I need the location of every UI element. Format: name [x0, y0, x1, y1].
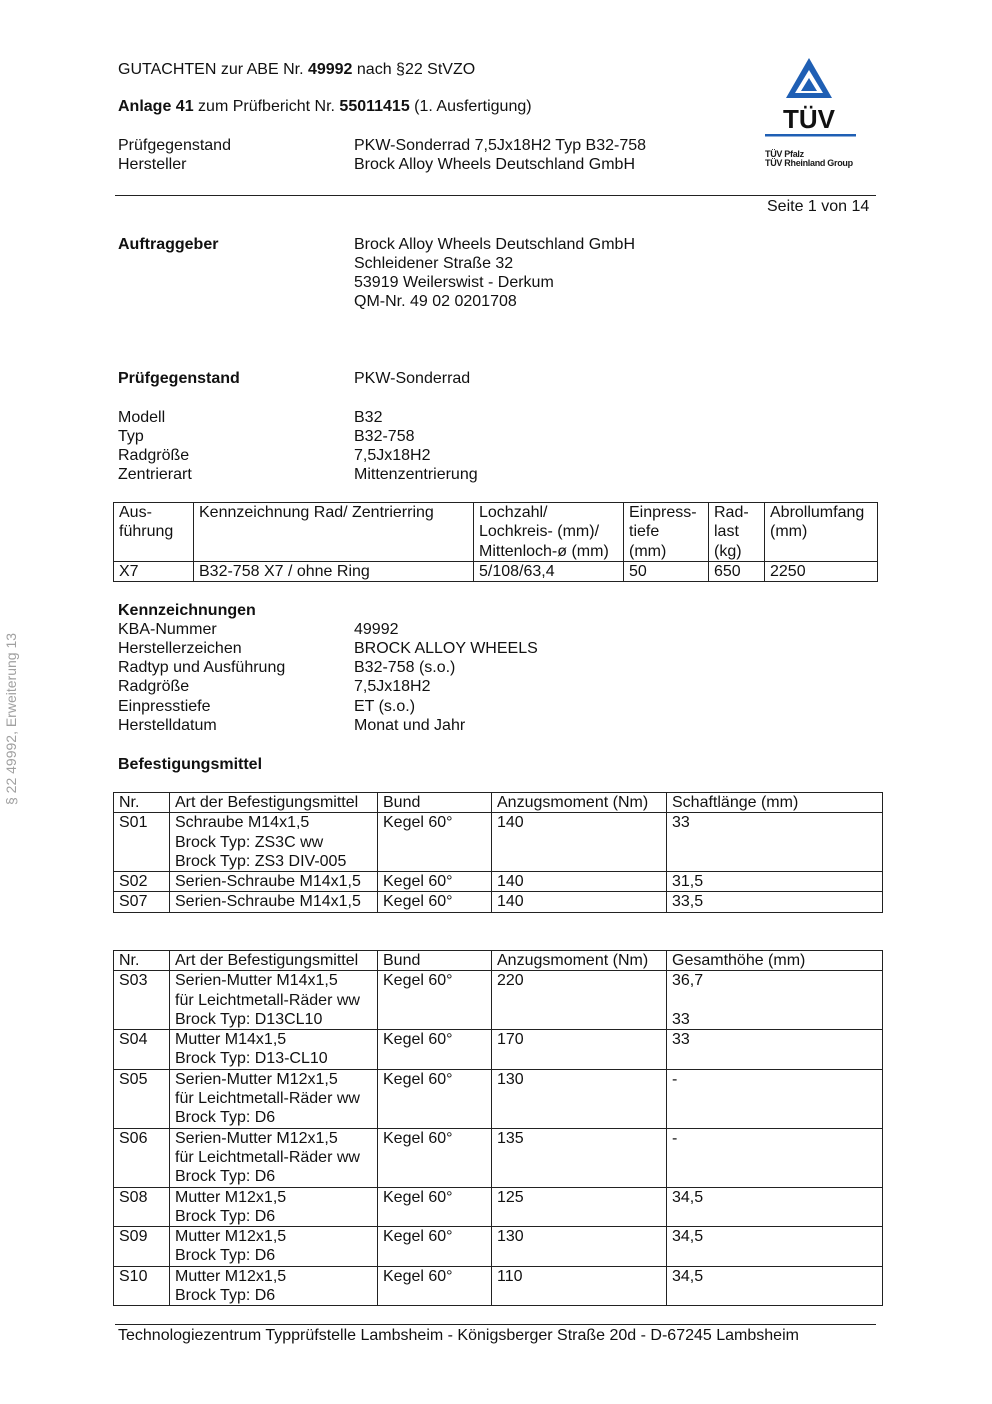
- table-header-row: [114, 951, 883, 971]
- table-cell: Kegel 60°: [378, 1069, 492, 1128]
- table-cell: B32-758 X7 / ohne Ring: [194, 561, 474, 581]
- table-row: [114, 1030, 883, 1070]
- footer-address: Technologiezentrum Typprüfstelle Lambsheim - Königsberger Straße 20d - D-67245 Lambsheim: [118, 1327, 799, 1344]
- table-cell: -: [667, 1069, 883, 1128]
- table-cell: 33,5: [667, 892, 883, 912]
- table-header-cell: Kennzeichnung Rad/ Zentrierring: [194, 503, 474, 562]
- table-cell: S02: [114, 872, 170, 892]
- table-cell: S08: [114, 1187, 170, 1227]
- table-row: [114, 1187, 883, 1227]
- table-header-cell: Aus- führung: [114, 503, 194, 562]
- table-cell: 140: [492, 813, 667, 872]
- field-label: KBA-Nummer: [118, 621, 217, 638]
- table-cell: S03: [114, 971, 170, 1030]
- table-header-cell: Art der Befestigungsmittel: [170, 951, 378, 971]
- table-row: [114, 1128, 883, 1187]
- table-cell: 650: [709, 561, 765, 581]
- table-cell: Serien-Schraube M14x1,5: [170, 872, 378, 892]
- table-cell: S05: [114, 1069, 170, 1128]
- table-cell: Serien-Mutter M12x1,5 für Leichtmetall-Räder ww Brock Typ: D6: [170, 1128, 378, 1187]
- table-cell: 140: [492, 872, 667, 892]
- table-header-row: [114, 793, 883, 813]
- header-divider: [115, 195, 876, 196]
- table-header-cell: Nr.: [114, 951, 170, 971]
- befestigungsmittel-title: Befestigungsmittel: [118, 756, 263, 773]
- table-cell: 125: [492, 1187, 667, 1227]
- table-cell: Kegel 60°: [378, 1030, 492, 1070]
- field-value: Mittenzentrierung: [354, 466, 478, 483]
- table-header-cell: Rad- last (kg): [709, 503, 765, 562]
- table-cell: Mutter M12x1,5 Brock Typ: D6: [170, 1227, 378, 1267]
- table-cell: Serien-Mutter M14x1,5 für Leichtmetall-Räder ww Brock Typ: D13CL10: [170, 971, 378, 1030]
- field-label: Radgröße: [118, 678, 190, 695]
- field-value: B32: [354, 409, 383, 426]
- table-cell: 170: [492, 1030, 667, 1070]
- table-cell: 130: [492, 1069, 667, 1128]
- abe-number: 49992: [307, 61, 353, 78]
- field-label: Modell: [118, 409, 166, 426]
- header-hersteller-value: Brock Alloy Wheels Deutschland GmbH: [354, 156, 635, 173]
- tuev-logo-caption: TÜV Pfalz TÜV Rheinland Group: [765, 149, 853, 168]
- tuev-logo-text: TÜV: [783, 104, 835, 134]
- table-row: [114, 1266, 883, 1306]
- field-label: Radgröße: [118, 447, 190, 464]
- ausfuehrung-table: [113, 502, 878, 582]
- table-cell: 34,5: [667, 1266, 883, 1306]
- table-cell: Serien-Schraube M14x1,5: [170, 892, 378, 912]
- footer-divider: [115, 1324, 876, 1325]
- field-value: 49992: [354, 621, 399, 638]
- header-pruefgegenstand-label: Prüfgegenstand: [118, 137, 231, 154]
- field-label: Radtyp und Ausführung: [118, 659, 286, 676]
- table-cell: Kegel 60°: [378, 892, 492, 912]
- table-cell: 31,5: [667, 872, 883, 892]
- table-cell: 33: [667, 1030, 883, 1070]
- table-cell: 50: [624, 561, 709, 581]
- table-header-cell: Art der Befestigungsmittel: [170, 793, 378, 813]
- table-row: [114, 872, 883, 892]
- table-cell: X7: [114, 561, 194, 581]
- table-header-cell: Einpress- tiefe (mm): [624, 503, 709, 562]
- table-row: [114, 561, 878, 581]
- kennzeichnungen-title: Kennzeichnungen: [118, 602, 256, 619]
- field-value: B32-758 (s.o.): [354, 659, 456, 676]
- table-cell: -: [667, 1128, 883, 1187]
- table-row: [114, 892, 883, 912]
- table-header-cell: Anzugsmoment (Nm): [492, 951, 667, 971]
- table-cell: 36,7 33: [667, 971, 883, 1030]
- table-cell: 33: [667, 813, 883, 872]
- table-cell: Mutter M12x1,5 Brock Typ: D6: [170, 1266, 378, 1306]
- table-header-cell: Nr.: [114, 793, 170, 813]
- table-cell: S06: [114, 1128, 170, 1187]
- page-number: Seite 1 von 14: [767, 198, 870, 215]
- table-cell: S10: [114, 1266, 170, 1306]
- report-subtitle: Anlage 41 zum Prüfbericht Nr. 55011415 (1. Ausfertigung): [118, 98, 532, 115]
- table-header-cell: Bund: [378, 793, 492, 813]
- field-label: Zentrierart: [118, 466, 192, 483]
- header-pruefgegenstand-value: PKW-Sonderrad 7,5Jx18H2 Typ B32-758: [354, 137, 647, 154]
- field-value: ET (s.o.): [354, 698, 416, 715]
- table-row: [114, 1227, 883, 1267]
- field-label: Einpresstiefe: [118, 698, 211, 715]
- header-hersteller-label: Hersteller: [118, 156, 187, 173]
- table-cell: Kegel 60°: [378, 971, 492, 1030]
- table-row: [114, 813, 883, 872]
- table-cell: Mutter M14x1,5 Brock Typ: D13-CL10: [170, 1030, 378, 1070]
- table-row: [114, 1069, 883, 1128]
- table-cell: 140: [492, 892, 667, 912]
- table-header-cell: Schaftlänge (mm): [667, 793, 883, 813]
- table-cell: Kegel 60°: [378, 1128, 492, 1187]
- table-cell: 130: [492, 1227, 667, 1267]
- table-header-cell: Gesamthöhe (mm): [667, 951, 883, 971]
- table-cell: Kegel 60°: [378, 1266, 492, 1306]
- table-cell: S01: [114, 813, 170, 872]
- pruefbericht-number: 55011415: [339, 98, 410, 115]
- table-cell: Kegel 60°: [378, 1227, 492, 1267]
- table-cell: S09: [114, 1227, 170, 1267]
- table-cell: 110: [492, 1266, 667, 1306]
- table-cell: S07: [114, 892, 170, 912]
- table-cell: Schraube M14x1,5 Brock Typ: ZS3C ww Brock Typ: ZS3 DIV-005: [170, 813, 378, 872]
- table-header-cell: Anzugsmoment (Nm): [492, 793, 667, 813]
- table-cell: Mutter M12x1,5 Brock Typ: D6: [170, 1187, 378, 1227]
- auftraggeber-label: Auftraggeber: [118, 236, 219, 253]
- field-value: Monat und Jahr: [354, 717, 466, 734]
- report-title: GUTACHTEN zur ABE Nr. 49992 nach §22 StVZO: [118, 61, 476, 78]
- muttern-table: [113, 950, 883, 1306]
- field-value: 7,5Jx18H2: [354, 447, 431, 464]
- table-cell: 5/108/63,4: [474, 561, 624, 581]
- table-header-row: [114, 503, 878, 562]
- pruefgegenstand-label: Prüfgegenstand: [118, 370, 240, 387]
- auftraggeber-address: Brock Alloy Wheels Deutschland GmbH Schleidener Straße 32 53919 Weilerswist - Derkum QM-Nr. 49 02 0201708: [354, 236, 635, 310]
- side-note: § 22 49992, Erweiterung 13: [3, 632, 19, 805]
- table-cell: 34,5: [667, 1187, 883, 1227]
- table-row: [114, 971, 883, 1030]
- table-cell: 220: [492, 971, 667, 1030]
- field-label: Typ: [118, 428, 144, 445]
- table-header-cell: Abrollumfang (mm): [765, 503, 878, 562]
- table-cell: Kegel 60°: [378, 1187, 492, 1227]
- table-cell: S04: [114, 1030, 170, 1070]
- table-header-cell: Lochzahl/ Lochkreis- (mm)/ Mittenloch-ø (mm): [474, 503, 624, 562]
- table-cell: Kegel 60°: [378, 813, 492, 872]
- pruefgegenstand-value: PKW-Sonderrad: [354, 370, 471, 387]
- field-value: 7,5Jx18H2: [354, 678, 431, 695]
- table-cell: Serien-Mutter M12x1,5 für Leichtmetall-Räder ww Brock Typ: D6: [170, 1069, 378, 1128]
- field-value: B32-758: [354, 428, 415, 445]
- field-label: Herstelldatum: [118, 717, 217, 734]
- table-cell: Kegel 60°: [378, 872, 492, 892]
- table-header-cell: Bund: [378, 951, 492, 971]
- field-value: BROCK ALLOY WHEELS: [354, 640, 538, 657]
- table-cell: 135: [492, 1128, 667, 1187]
- schrauben-table: [113, 792, 883, 913]
- table-cell: 34,5: [667, 1227, 883, 1267]
- table-cell: 2250: [765, 561, 878, 581]
- field-label: Herstellerzeichen: [118, 640, 242, 657]
